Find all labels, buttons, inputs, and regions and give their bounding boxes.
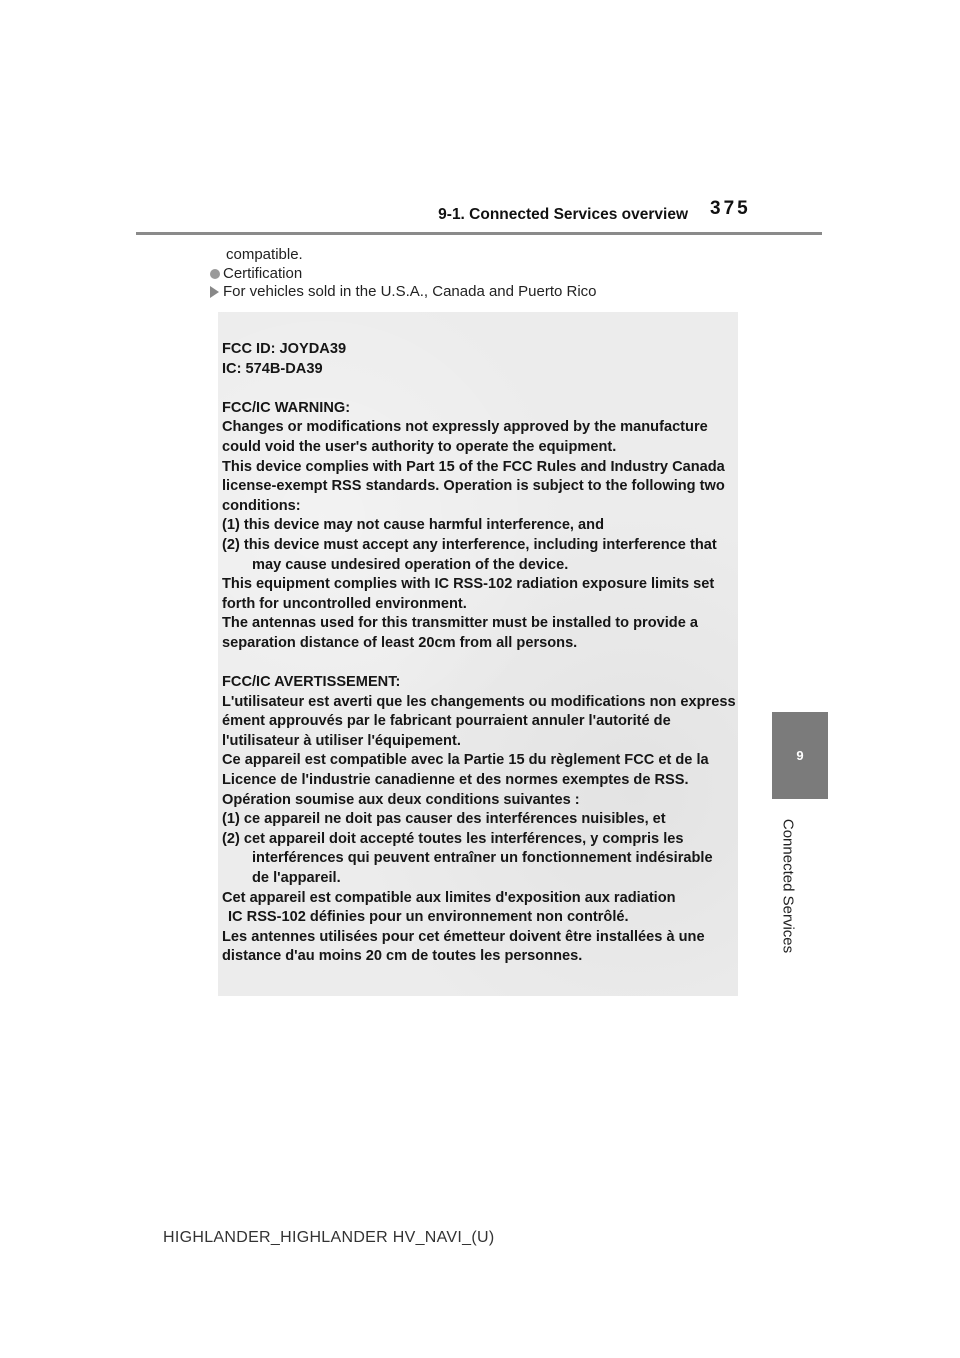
bullet-heading-text: Certification xyxy=(223,265,303,282)
label-line: (1) this device may not cause harmful interference, and xyxy=(222,517,604,534)
label-line: The antennas used for this transmitter must be installed to provide a xyxy=(222,615,699,632)
header-divider xyxy=(136,232,822,235)
label-line: L'utilisateur est averti que les changements ou modifications non express xyxy=(222,693,736,710)
chapter-tab xyxy=(772,712,828,799)
label-line: Opération soumise aux deux conditions suivantes : xyxy=(222,791,580,808)
label-line: separation distance of least 20cm from all persons. xyxy=(222,634,578,651)
sub-heading-text: For vehicles sold in the U.S.A., Canada and Puerto Rico xyxy=(223,283,597,300)
certification-label-image xyxy=(218,312,738,996)
label-line: FCC ID: JOYDA39 xyxy=(222,341,347,357)
label-blank-line xyxy=(222,379,738,399)
label-line: This device complies with Part 15 of the FCC Rules and Industry Canada xyxy=(222,458,725,475)
chapter-label: Connected Services xyxy=(779,818,797,954)
label-line: IC: 574B-DA39 xyxy=(222,360,323,377)
label-line: license-exempt RSS standards. Operation is subject to the following two xyxy=(222,478,725,495)
label-line: interférences qui peuvent entraîner un fonctionnement indésirable xyxy=(252,850,713,867)
label-line: (2) cet appareil doit accepté toutes les interférences, y compris les xyxy=(222,830,684,847)
label-line: Licence de l'industrie canadienne et des normes exemptes de RSS. xyxy=(222,772,689,789)
label-line: (2) this device must accept any interference, including interference that xyxy=(222,536,717,553)
label-line: IC RSS-102 définies pour un environnement non contrôlé. xyxy=(228,909,629,926)
label-line: Ce appareil est compatible avec la Partie 15 du règlement FCC et de la xyxy=(222,752,709,769)
label-line: Cet appareil est compatible aux limites d'exposition aux radiation xyxy=(222,889,676,906)
sub-heading xyxy=(210,283,597,300)
label-line: may cause undesired operation of the device. xyxy=(252,556,569,573)
label-line: This equipment complies with IC RSS-102 radiation exposure limits set xyxy=(222,576,715,593)
label-line: l'utilisateur à utiliser l'équipement. xyxy=(222,732,461,749)
section-title: 9-1. Connected Services overview xyxy=(438,206,688,223)
page-number: 375 xyxy=(710,198,751,219)
certification-label-text xyxy=(222,340,738,967)
label-line: distance d'au moins 20 cm de toutes les personnes. xyxy=(222,948,583,965)
label-line: (1) ce appareil ne doit pas causer des interférences nuisibles, et xyxy=(222,811,666,828)
label-line: Les antennes utilisées pour cet émetteur doivent être installées à une xyxy=(222,928,705,945)
bullet-circle-icon xyxy=(210,269,220,279)
label-line: conditions: xyxy=(222,497,301,514)
label-line: ément approuvés par le fabricant pourraient annuler l'autorité de xyxy=(222,713,671,730)
label-line: de l'appareil. xyxy=(252,870,341,887)
arrow-right-icon xyxy=(210,286,219,298)
footer-model-code: HIGHLANDER_HIGHLANDER HV_NAVI_(U) xyxy=(163,1229,495,1246)
chapter-side-label xyxy=(778,812,798,960)
continued-text: compatible. xyxy=(226,246,303,263)
label-line: FCC/IC AVERTISSEMENT: xyxy=(222,674,401,691)
chapter-number: 9 xyxy=(796,748,804,763)
label-line: Changes or modifications not expressly approved by the manufacture xyxy=(222,419,708,436)
page-header xyxy=(0,0,960,240)
label-line: FCC/IC WARNING: xyxy=(222,399,351,416)
label-line: could void the user's authority to operate the equipment. xyxy=(222,438,617,455)
bullet-heading xyxy=(210,265,302,282)
label-line: forth for uncontrolled environment. xyxy=(222,595,467,612)
label-blank-line xyxy=(222,654,738,674)
